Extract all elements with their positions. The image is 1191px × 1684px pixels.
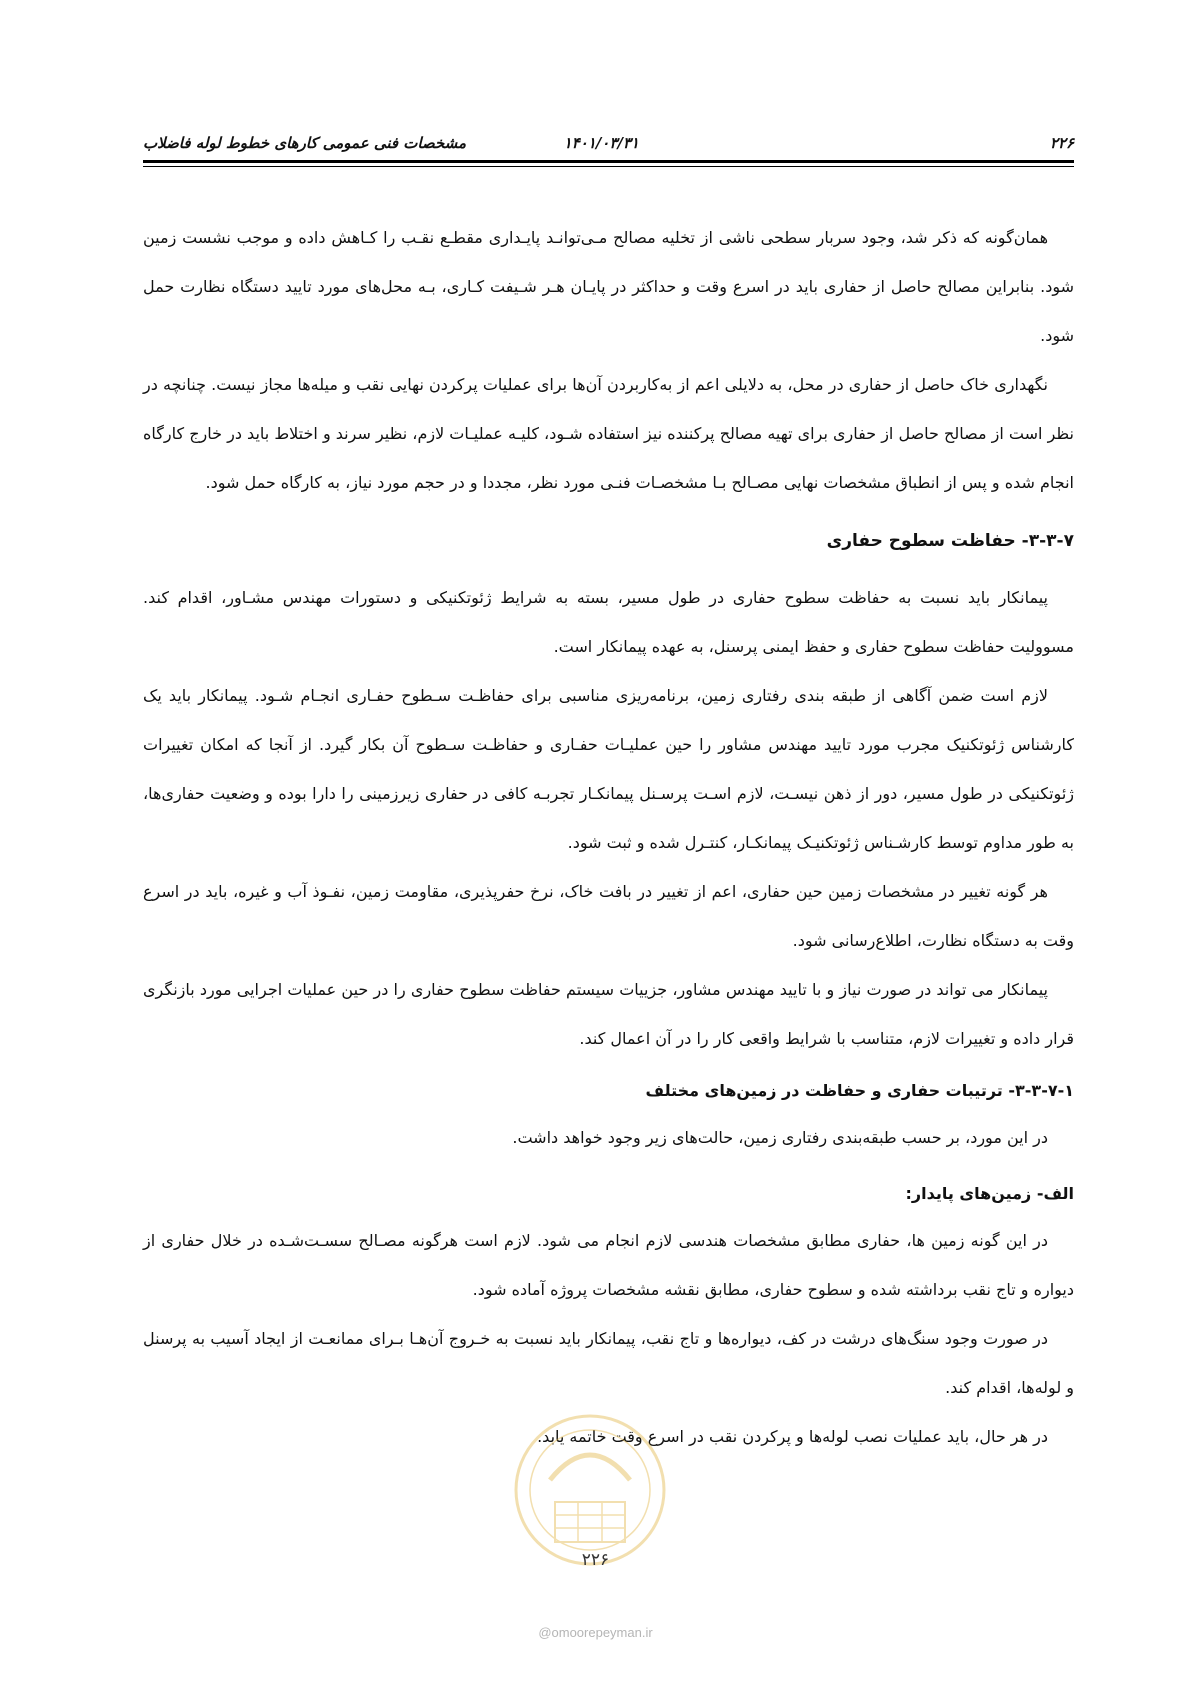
paragraph: در این مورد، بر حسب طبقه‌بندی رفتاری زمین، حالت‌های زیر وجود خواهد داشت. xyxy=(512,1128,1048,1147)
paragraph: لازم است ضمن آگاهی از طبقه بندی رفتاری زمین، برنامه‌ریزی مناسبی برای حفاظـت سـطوح حفـاری انجـام شـود. پیمانکار باید یک کارشناس ژئوتکنیک مجرب مورد تایید مهندس مشاور را حین عملیـات حفـاری و حفاظـت سـطوح آن بکار گیرد. از آنجا که امکان تغییرات ژئوتکنیکی در طول مسیر، دور از ذهن نیسـت، لازم اسـت پرسـنل پیمانکـار تجربـه کافی در حفاری زیرزمینی را دارا بوده و وضعیت حفاری‌ها، به طور مداوم توسط کارشـناس ژئوتکنیـک پیمانکـار، کنتـرل شده و ثبت شود. xyxy=(143,686,1074,852)
watermark-seal-icon xyxy=(510,1410,670,1570)
header-title: مشخصات فنی عمومی کارهای خطوط لوله فاضلاب xyxy=(143,134,467,152)
paragraph: همان‌گونه که ذکر شد، وجود سربار سطحی ناشی از تخلیه مصالح مـی‌توانـد پایـداری مقطـع نقـب را کـاهش داده و موجب نشست زمین شود. بنابراین مصالح حاصل از حفاری باید در اسرع وقت و حداکثر در پایـان هـر شـیفت کـاری، بـه محل‌های مورد تایید دستگاه نظارت حمل شود. xyxy=(143,228,1074,345)
paragraph: نگهداری خاک حاصل از حفاری در محل، به دلایلی اعم از به‌کاربردن آن‌ها برای عملیات پرکردن نهایی نقب و میله‌ها مجاز نیست. چنانچه در نظر است از مصالح حاصل از حفاری برای تهیه مصالح پرکننده نیز استفاده شـود، کلیـه عملیـات لازم، نظیر سرند و اختلاط باید در خارج کارگاه انجام شده و پس از انطباق مشخصات نهایی مصـالح بـا مشخصـات فنـی مورد نظر، مجددا و در حجم مورد نیاز، به کارگاه حمل شود. xyxy=(143,375,1074,492)
document-body xyxy=(143,213,1074,1461)
header-rule-thin xyxy=(143,166,1074,167)
paragraph: هر گونه تغییر در مشخصات زمین حین حفاری، اعم از تغییر در بافت خاک، نرخ حفرپذیری، مقاومت زمین، نفـوذ آب و غیره، باید در اسرع وقت به دستگاه نظارت، اطلاع‌رسانی شود. xyxy=(143,882,1074,950)
header-page-number: ۲۲۶ xyxy=(1049,134,1074,152)
item-heading: الف- زمین‌های پایدار: xyxy=(905,1184,1074,1203)
header-rule-thick xyxy=(143,160,1074,163)
watermark-url: @omoorepeyman.ir xyxy=(538,1625,653,1640)
paragraph: در صورت وجود سنگ‌های درشت در کف، دیواره‌ها و تاج نقب، پیمانکار باید نسبت به خـروج آن‌هـا بـرای ممانعـت از ایجاد آسیب به پرسنل و لوله‌ها، اقدام کند. xyxy=(143,1329,1074,1397)
paragraph: در هر حال، باید عملیات نصب لوله‌ها و پرکردن نقب در اسرع وقت خاتمه یابد. xyxy=(537,1427,1048,1446)
paragraph: پیمانکار باید نسبت به حفاظت سطوح حفاری در طول مسیر، بسته به شرایط ژئوتکنیکی و دستورات مهندس مشـاور، اقدام کند. مسوولیت حفاظت سطوح حفاری و حفظ ایمنی پرسنل، به عهده پیمانکار است. xyxy=(143,588,1074,656)
header-date: ۱۴۰۱/۰۳/۳۱ xyxy=(563,134,639,152)
page-number: ۲۲۶ xyxy=(581,1550,610,1570)
subsection-heading: ۳-۳-۷-۱- ترتیبات حفاری و حفاظت در زمین‌های مختلف xyxy=(645,1081,1074,1100)
section-heading: ۳-۳-۷- حفاظت سطوح حفاری xyxy=(826,531,1074,551)
paragraph: پیمانکار می تواند در صورت نیاز و با تایید مهندس مشاور، جزییات سیستم حفاظت سطوح حفاری را در حین عملیات اجرایی مورد بازنگری قرار داده و تغییرات لازم، متناسب با شرایط واقعی کار را در آن اعمال کند. xyxy=(143,980,1074,1048)
paragraph: در این گونه زمین ها، حفاری مطابق مشخصات هندسی لازم انجام می شود. لازم است هرگونه مصـالح سسـت‌شـده در خلال حفاری از دیواره و تاج نقب برداشته شده و سطوح حفاری، مطابق نقشه مشخصات پروژه آماده شود. xyxy=(143,1231,1074,1299)
